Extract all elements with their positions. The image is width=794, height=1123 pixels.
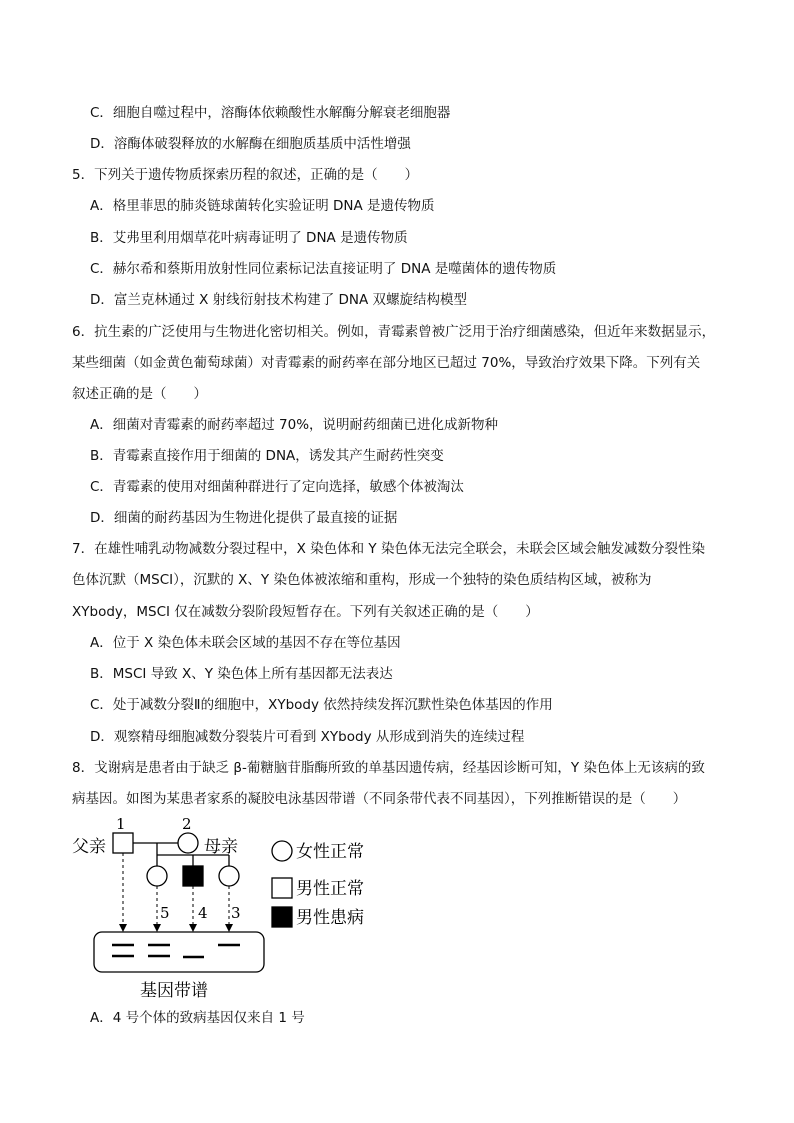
legend-square-icon [272,878,292,898]
question-7-stem-line3: XYbody，MSCI 仅在减数分裂阶段短暂存在。下列有关叙述正确的是（ ） [72,604,539,620]
q5-option-b: B．艾弗里利用烟草花叶病毒证明了 DNA 是遗传物质 [90,230,408,246]
q7-option-b: B．MSCI 导致 X、Y 染色体上所有基因都无法表达 [90,666,393,682]
legend-filled-square-icon [272,907,292,927]
question-6-stem-line1: 6．抗生素的广泛使用与生物进化密切相关。例如，青霉素曾被广泛用于治疗细菌感染，但近年来数据显示， [72,324,716,340]
child-3-female-normal [219,866,239,886]
id-3: 3 [231,904,241,922]
id-2: 2 [182,815,192,833]
question-8-stem-line1: 8．戈谢病是患者由于缺乏 β-葡糖脑苷脂酶所致的单基因遗传病，经基因诊断可知，Y 染色体上无该病的致 [72,760,705,776]
legend-male-affected: 男性患病 [296,908,364,928]
arrow-heads [119,924,233,932]
legend-circle-icon [272,841,292,861]
id-4: 4 [198,904,208,922]
q7-option-c: C．处于减数分裂Ⅱ的细胞中，XYbody 依然持续发挥沉默性染色体基因的作用 [90,697,553,713]
father-square [113,833,133,853]
id-1: 1 [116,815,126,833]
mother-circle [178,833,198,853]
q6-option-d: D．细菌的耐药基因为生物进化提供了最直接的证据 [90,510,398,526]
question-6-stem-line2: 某些细菌（如金黄色葡萄球菌）对青霉素的耐药率在部分地区已超过 70%，导致治疗效果下降。下列有关 [72,355,701,371]
pedigree-figure [68,812,398,1002]
q7-option-d: D．观察精母细胞减数分裂装片可看到 XYbody 从形成到消失的连续过程 [90,729,525,745]
band-caption: 基因带谱 [140,981,208,1001]
q6-option-c: C．青霉素的使用对细菌种群进行了定向选择，敏感个体被淘汰 [90,479,464,495]
q7-option-a: A．位于 X 染色体未联会区域的基因不存在等位基因 [90,635,401,651]
q5-option-a: A．格里菲思的肺炎链球菌转化实验证明 DNA 是遗传物质 [90,198,435,214]
q5-option-d: D．富兰克林通过 X 射线衍射技术构建了 DNA 双螺旋结构模型 [90,292,468,308]
id-5: 5 [160,904,170,922]
question-7-stem-line1: 7．在雄性哺乳动物减数分裂过程中，X 染色体和 Y 染色体无法完全联会，未联会区域会触发减数分裂性染 [72,541,705,557]
gel-box [94,932,264,972]
q8-option-a: A．4 号个体的致病基因仅来自 1 号 [90,1010,305,1026]
legend-female-normal: 女性正常 [296,842,364,862]
arrow-lines [123,853,229,927]
question-5-stem: 5．下列关于遗传物质探索历程的叙述，正确的是（ ） [72,167,419,183]
q6-option-b: B．青霉素直接作用于细菌的 DNA，诱发其产生耐药性突变 [90,448,444,464]
legend-male-normal: 男性正常 [296,879,364,899]
question-8-stem-line2: 病基因。如图为某患者家系的凝胶电泳基因带谱（不同条带代表不同基因），下列推断错误的是（ ） [72,791,687,807]
question-6-stem-line3: 叙述正确的是（ ） [72,386,207,402]
father-label: 父亲 [72,837,106,857]
mother-label: 母亲 [204,837,238,857]
child-4-male-affected [183,866,203,886]
q5-option-c: C．赫尔希和蔡斯用放射性同位素标记法直接证明了 DNA 是噬菌体的遗传物质 [90,261,557,277]
q4-option-c: C．细胞自噬过程中，溶酶体依赖酸性水解酶分解衰老细胞器 [90,105,451,121]
q4-option-d: D．溶酶体破裂释放的水解酶在细胞质基质中活性增强 [90,136,411,152]
question-7-stem-line2: 色体沉默（MSCI），沉默的 X、Y 染色体被浓缩和重构，形成一个独特的染色质结构区域，被称为 [72,572,652,588]
child-5-female-normal [147,866,167,886]
q6-option-a: A．细菌对青霉素的耐药率超过 70%，说明耐药细菌已进化成新物种 [90,417,499,433]
